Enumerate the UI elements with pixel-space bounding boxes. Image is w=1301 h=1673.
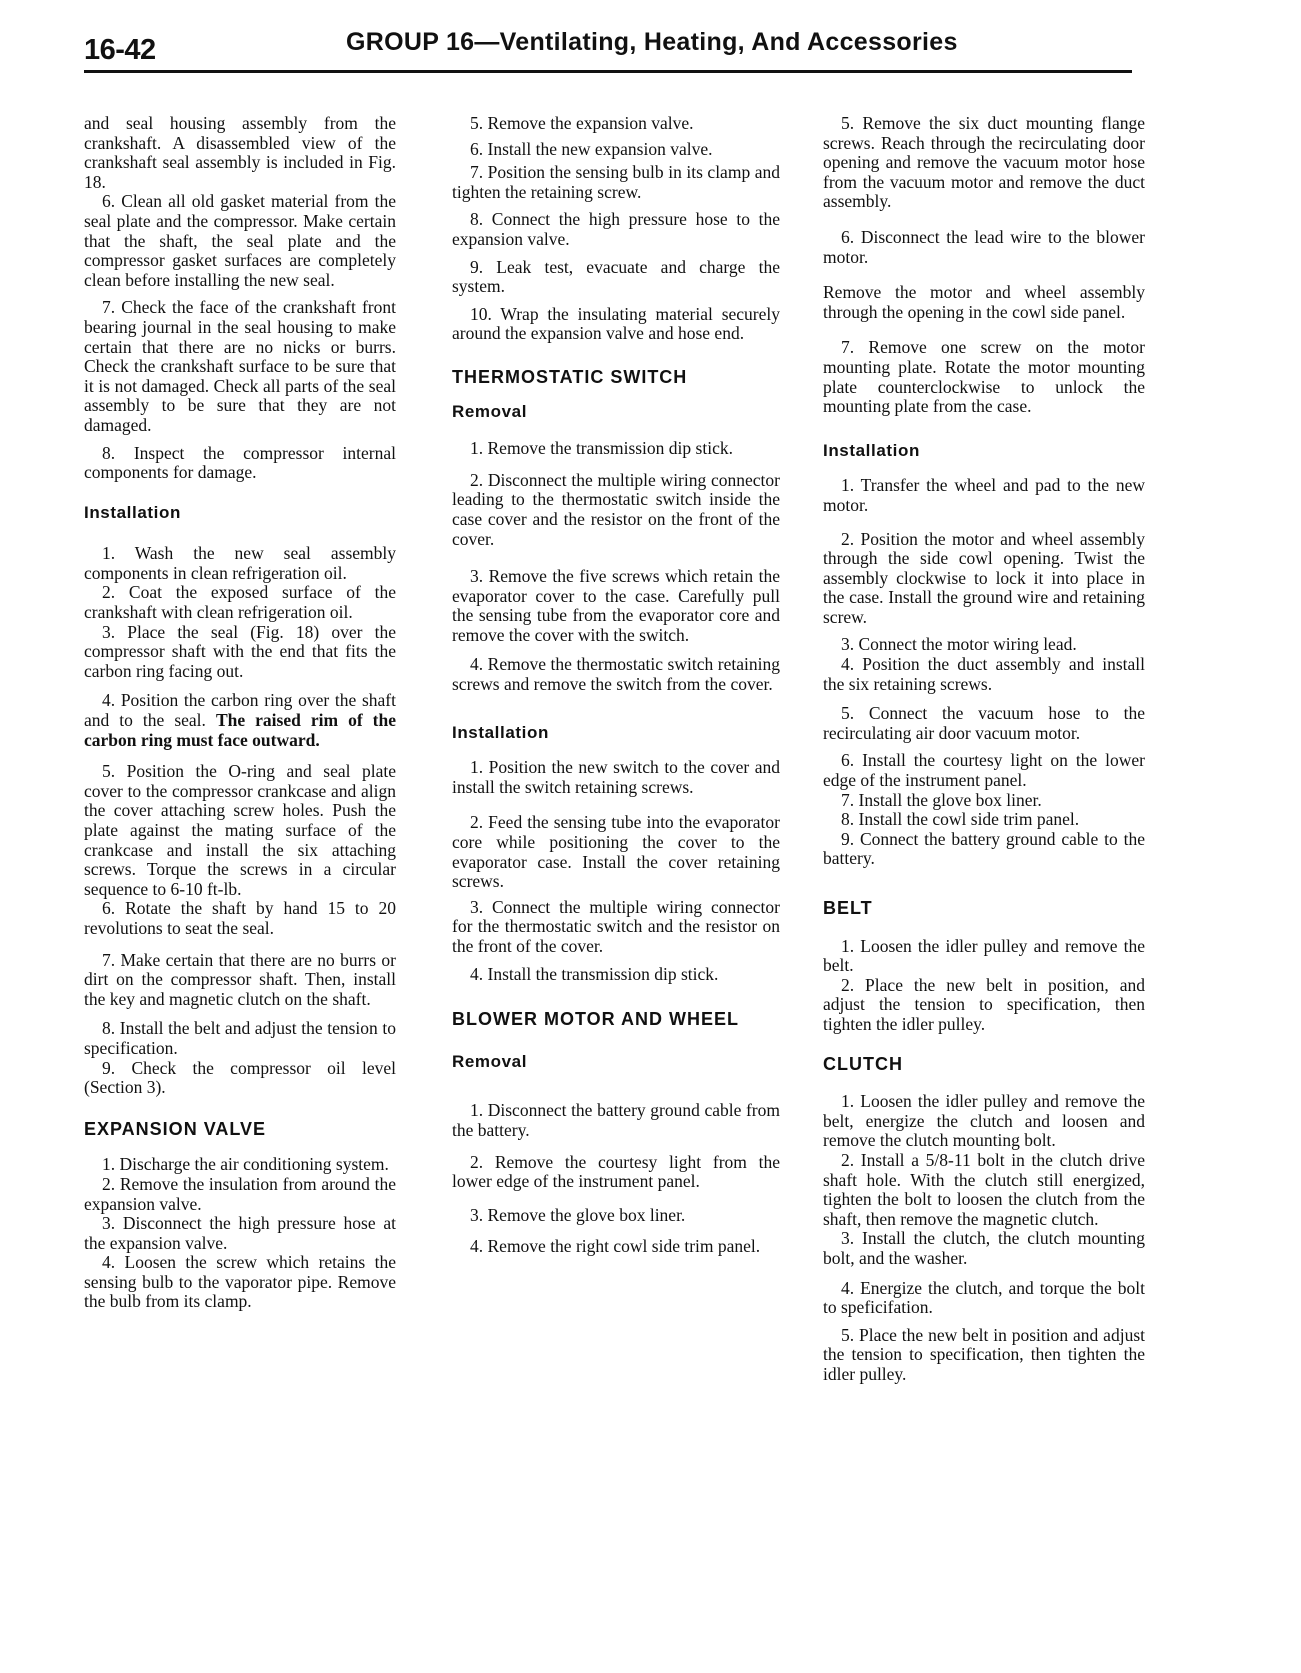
paragraph-text: 4. Position the duct assembly and install the six retaining screws. bbox=[823, 654, 1145, 694]
paragraph-text: 2. Remove the courtesy light from the lower edge of the instrument panel. bbox=[452, 1151, 780, 1192]
paragraph-text: 4. Energize the clutch, and torque the bolt to speficifation. bbox=[823, 1277, 1145, 1318]
paragraph bbox=[823, 635, 1145, 655]
section-heading: CLUTCH bbox=[823, 1053, 903, 1074]
paragraph-text: 1. Transfer the wheel and pad to the new motor. bbox=[823, 475, 1145, 515]
subsection-heading: Removal bbox=[452, 401, 528, 421]
text-block bbox=[452, 1153, 780, 1192]
text-block bbox=[84, 951, 396, 1010]
paragraph bbox=[84, 192, 396, 290]
paragraph bbox=[452, 210, 780, 249]
paragraph-text: 2. Position the motor and wheel assembly through the side cowl opening. Twist the assembly clockwise to lock it into place in the case. Install the ground wire and retaining screw. bbox=[823, 528, 1145, 627]
paragraph-text: 1. Wash the new seal assembly components in clean refrigeration oil. bbox=[84, 543, 396, 583]
paragraph bbox=[823, 1279, 1145, 1318]
paragraph-text: 1. Position the new switch to the cover and install the switch retaining screws. bbox=[452, 757, 780, 797]
paragraph bbox=[452, 1153, 780, 1192]
paragraph bbox=[452, 114, 780, 134]
paragraph bbox=[452, 140, 780, 160]
text-block bbox=[823, 228, 1145, 267]
paragraph-text: 8. Inspect the compressor internal components for damage. bbox=[84, 442, 396, 483]
paragraph-text: 7. Check the face of the crankshaft front bearing journal in the seal housing to make certain that there are no nicks or burrs. Check the crankshaft surface to be sure that it is not damaged. Check all parts of the seal assembly to be sure that they are not damaged. bbox=[84, 297, 396, 435]
text-block bbox=[452, 163, 780, 202]
subsection-heading: Installation bbox=[452, 722, 549, 742]
paragraph-text: 9. Leak test, evacuate and charge the system. bbox=[452, 256, 780, 297]
paragraph-text: 4. Position the carbon ring over the shaft and to the seal. bbox=[84, 690, 396, 731]
text-block bbox=[84, 444, 396, 483]
paragraph bbox=[84, 544, 396, 583]
subsection-heading: Installation bbox=[823, 440, 920, 460]
text-block bbox=[823, 1092, 1145, 1268]
text-block bbox=[823, 476, 1145, 515]
text-block bbox=[84, 1155, 396, 1312]
paragraph bbox=[823, 228, 1145, 267]
paragraph bbox=[452, 471, 780, 549]
paragraph bbox=[823, 338, 1145, 416]
text-block bbox=[823, 530, 1145, 628]
paragraph-text: 8. Connect the high pressure hose to the expansion valve. bbox=[452, 209, 780, 249]
paragraph bbox=[84, 691, 396, 750]
paragraph-text: 1. Discharge the air conditioning system. bbox=[102, 1154, 389, 1175]
text-block bbox=[452, 471, 780, 549]
paragraph bbox=[452, 439, 780, 459]
page-number: 16-42 bbox=[84, 34, 156, 66]
text-block bbox=[452, 439, 780, 459]
paragraph-text: 3. Remove the glove box liner. bbox=[470, 1204, 686, 1225]
paragraph-text: 5. Place the new belt in position and adjust the tension to specification, then tighten the idler pulley. bbox=[823, 1324, 1145, 1384]
paragraph-text: 6. Disconnect the lead wire to the blower motor. bbox=[823, 226, 1145, 267]
paragraph bbox=[84, 444, 396, 483]
section-heading: THERMOSTATIC SWITCH bbox=[452, 366, 688, 387]
paragraph-text: 4. Loosen the screw which retains the sensing bulb to the vaporator pipe. Remove the bulb from its clamp. bbox=[84, 1252, 396, 1312]
paragraph-text: 7. Install the glove box liner. bbox=[841, 789, 1042, 810]
page-header-title: GROUP 16—Ventilating, Heating, And Accessories bbox=[346, 28, 958, 56]
paragraph bbox=[84, 1155, 396, 1175]
paragraph bbox=[823, 704, 1145, 743]
subsection-heading: Removal bbox=[452, 1051, 528, 1071]
paragraph bbox=[452, 965, 780, 985]
paragraph-text: 3. Remove the five screws which retain the evaporator cover to the case. Carefully pull the sensing tube from the evaporator core and remove the cover with the switch. bbox=[452, 566, 780, 645]
paragraph bbox=[823, 1092, 1145, 1151]
paragraph-text: 2. Coat the exposed surface of the crankshaft with clean refrigeration oil. bbox=[84, 582, 396, 623]
paragraph bbox=[452, 1101, 780, 1140]
text-block bbox=[823, 1326, 1145, 1385]
paragraph bbox=[452, 163, 780, 202]
text-column-3 bbox=[823, 114, 1145, 1384]
paragraph-text: 7. Position the sensing bulb in its clamp and tighten the retaining screw. bbox=[452, 162, 780, 202]
text-block bbox=[84, 762, 396, 938]
paragraph-text: 5. Remove the six duct mounting flange screws. Reach through the recirculating door opening and remove the vacuum motor hose from the vacuum motor and remove the duct assembly. bbox=[823, 113, 1145, 212]
paragraph bbox=[823, 1229, 1145, 1268]
paragraph-text: 1. Loosen the idler pulley and remove the belt, energize the clutch and loosen and remove the clutch mounting bolt. bbox=[823, 1091, 1145, 1151]
paragraph bbox=[84, 1214, 396, 1253]
paragraph bbox=[84, 899, 396, 938]
paragraph bbox=[84, 1175, 396, 1214]
paragraph-text: 4. Remove the right cowl side trim panel. bbox=[470, 1236, 761, 1257]
paragraph-text: 9. Check the compressor oil level (Section 3). bbox=[84, 1057, 396, 1098]
text-block bbox=[823, 635, 1145, 694]
text-block bbox=[823, 704, 1145, 743]
paragraph-text: 10. Wrap the insulating material securely around the expansion valve and hose end. bbox=[452, 303, 780, 344]
text-block bbox=[823, 751, 1145, 869]
paragraph-text: 4. Remove the thermostatic switch retaining screws and remove the switch from the cover. bbox=[452, 654, 780, 695]
paragraph bbox=[84, 951, 396, 1010]
text-block bbox=[452, 655, 780, 694]
text-block bbox=[823, 283, 1145, 322]
paragraph bbox=[452, 1237, 780, 1257]
section-heading: BLOWER MOTOR AND WHEEL bbox=[452, 1009, 739, 1030]
text-block bbox=[452, 258, 780, 297]
text-block bbox=[84, 691, 396, 750]
paragraph bbox=[452, 1206, 780, 1226]
subsection-heading: Installation bbox=[84, 502, 181, 522]
paragraph bbox=[84, 1019, 396, 1058]
paragraph bbox=[84, 1059, 396, 1098]
section-heading: BELT bbox=[823, 898, 873, 918]
paragraph bbox=[823, 830, 1145, 869]
paragraph-text: 7. Make certain that there are no burrs or dirt on the compressor shaft. Then, install the key and magnetic clutch on the shaft. bbox=[84, 949, 396, 1009]
paragraph-text: 3. Disconnect the high pressure hose at the expansion valve. bbox=[84, 1213, 396, 1253]
emphasis-text: The raised rim of the carbon ring must face outward. bbox=[84, 710, 396, 750]
text-block bbox=[452, 140, 780, 160]
text-block bbox=[823, 1279, 1145, 1318]
paragraph-text: 2. Install a 5/8-11 bolt in the clutch drive shaft hole. With the clutch still energized, tighten the bolt to loosen the clutch from the shaft, then remove the magnetic clutch. bbox=[823, 1149, 1145, 1229]
text-column-1 bbox=[84, 114, 396, 1312]
text-block bbox=[823, 338, 1145, 416]
paragraph-text: 9. Connect the battery ground cable to the battery. bbox=[823, 828, 1145, 869]
paragraph-text: 5. Position the O-ring and seal plate cover to the compressor crankcase and align the cover attaching screw holes. Push the plate against the mating surface of the crankcase and install the six attaching screws. Torque the screws in a circular sequence to 6-10 ft-lb. bbox=[84, 761, 396, 899]
paragraph-text: and seal housing assembly from the crankshaft. A disassembled view of the crankshaft seal assembly is included in Fig. 18. bbox=[84, 113, 396, 192]
paragraph-text: Remove the motor and wheel assembly through the opening in the cowl side panel. bbox=[823, 282, 1145, 322]
paragraph bbox=[452, 567, 780, 645]
paragraph bbox=[84, 762, 396, 899]
text-block bbox=[452, 1237, 780, 1257]
text-block bbox=[823, 114, 1145, 212]
paragraph-text: 2. Feed the sensing tube into the evaporator core while positioning the cover to the evaporator case. Install the cover retaining screws. bbox=[452, 812, 780, 892]
text-block bbox=[452, 114, 780, 134]
text-block bbox=[452, 1206, 780, 1226]
paragraph-text: 8. Install the belt and adjust the tension to specification. bbox=[84, 1018, 396, 1058]
paragraph-text: 5. Remove the expansion valve. bbox=[470, 113, 694, 133]
paragraph bbox=[823, 937, 1145, 976]
text-block bbox=[84, 1019, 396, 1097]
paragraph-text: 3. Connect the multiple wiring connector for the thermostatic switch and the resistor on the front of the cover. bbox=[452, 896, 780, 956]
text-block bbox=[452, 305, 780, 344]
paragraph bbox=[84, 298, 396, 435]
paragraph bbox=[84, 623, 396, 682]
paragraph-text: 3. Install the clutch, the clutch mounting bolt, and the washer. bbox=[823, 1228, 1145, 1268]
paragraph-text: 6. Clean all old gasket material from the seal plate and the compressor. Make certain that the shaft, the seal plate and the compressor gasket surfaces are completely clean before installing the new seal. bbox=[84, 191, 396, 290]
header-rule bbox=[84, 70, 1132, 73]
paragraph-text: 7. Remove one screw on the motor mounting plate. Rotate the motor mounting plate counterclockwise to unlock the mounting plate from the case. bbox=[823, 337, 1145, 417]
text-block bbox=[452, 210, 780, 249]
text-block bbox=[452, 1101, 780, 1140]
text-block bbox=[823, 937, 1145, 1035]
paragraph-text: 1. Loosen the idler pulley and remove the belt. bbox=[823, 935, 1145, 976]
paragraph-text: 6. Install the new expansion valve. bbox=[470, 138, 713, 159]
text-block bbox=[452, 567, 780, 645]
paragraph-text: 6. Install the courtesy light on the lower edge of the instrument panel. bbox=[823, 750, 1145, 791]
paragraph bbox=[84, 1253, 396, 1312]
paragraph-text: 5. Connect the vacuum hose to the recirculating air door vacuum motor. bbox=[823, 703, 1145, 743]
paragraph-text: 8. Install the cowl side trim panel. bbox=[841, 809, 1080, 830]
paragraph bbox=[823, 655, 1145, 694]
text-block bbox=[84, 298, 396, 435]
paragraph bbox=[452, 898, 780, 957]
text-block bbox=[84, 544, 396, 681]
text-block bbox=[452, 965, 780, 985]
text-block bbox=[452, 758, 780, 797]
paragraph bbox=[823, 976, 1145, 1035]
paragraph bbox=[823, 1151, 1145, 1229]
paragraph-text: 2. Disconnect the multiple wiring connector leading to the thermostatic switch inside the case cover and the resistor on the front of the cover. bbox=[452, 469, 780, 549]
paragraph bbox=[823, 476, 1145, 515]
paragraph bbox=[452, 305, 780, 344]
paragraph bbox=[452, 655, 780, 694]
paragraph-text: 1. Disconnect the battery ground cable from the battery. bbox=[452, 1100, 780, 1140]
paragraph bbox=[823, 114, 1145, 212]
paragraph bbox=[823, 1326, 1145, 1385]
text-block bbox=[452, 898, 780, 957]
text-block bbox=[84, 114, 396, 290]
paragraph-text: 2. Remove the insulation from around the expansion valve. bbox=[84, 1173, 396, 1214]
paragraph bbox=[823, 791, 1145, 811]
section-heading: EXPANSION VALVE bbox=[84, 1118, 267, 1139]
paragraph-text: 4. Install the transmission dip stick. bbox=[470, 963, 719, 984]
paragraph bbox=[823, 530, 1145, 628]
paragraph bbox=[84, 583, 396, 622]
paragraph bbox=[823, 751, 1145, 790]
paragraph bbox=[452, 813, 780, 891]
paragraph bbox=[452, 258, 780, 297]
text-block bbox=[452, 813, 780, 891]
paragraph bbox=[823, 810, 1145, 830]
paragraph bbox=[452, 758, 780, 797]
paragraph-text: 6. Rotate the shaft by hand 15 to 20 revolutions to seat the seal. bbox=[84, 898, 396, 938]
paragraph-text: 1. Remove the transmission dip stick. bbox=[470, 438, 733, 459]
paragraph bbox=[84, 114, 396, 192]
paragraph-text: 3. Connect the motor wiring lead. bbox=[841, 634, 1077, 655]
paragraph bbox=[823, 283, 1145, 322]
paragraph-text: 2. Place the new belt in position, and adjust the tension to specification, then tighten the idler pulley. bbox=[823, 974, 1145, 1034]
text-column-2 bbox=[452, 114, 780, 1257]
paragraph-text: 3. Place the seal (Fig. 18) over the compressor shaft with the end that fits the carbon ring facing out. bbox=[84, 621, 396, 681]
